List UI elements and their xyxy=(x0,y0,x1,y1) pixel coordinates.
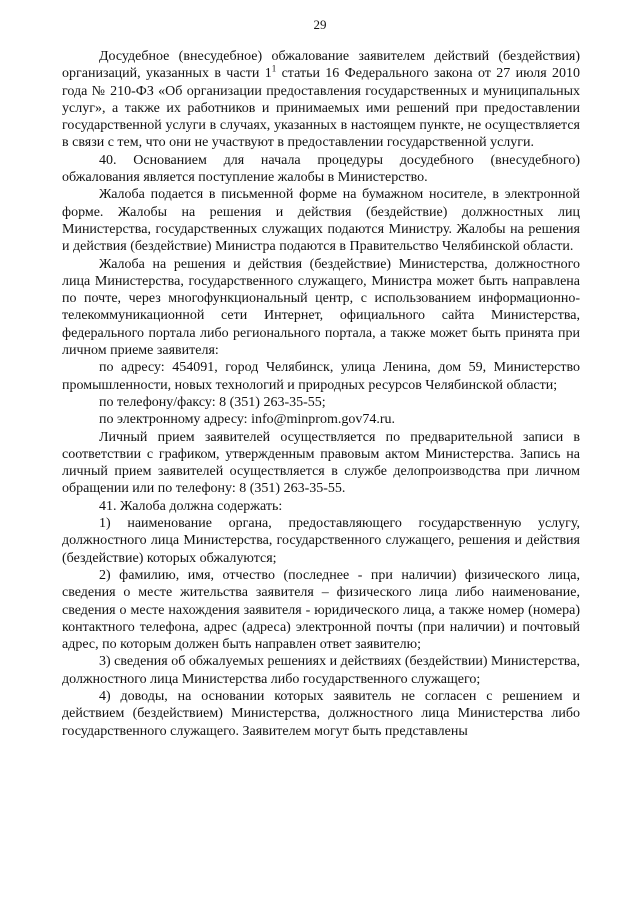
paragraph-item-41: 41. Жалоба должна содержать: xyxy=(99,498,283,514)
list-item-2: 2) фамилию, имя, отчество (последнее - при наличии) физического лица, сведения о месте жительства заявителя – физического лица либо наименование, сведения о месте нахождения заявителя - юридического лица, а также номер (номера) контактного телефона, адрес (адреса) электронной почты (при наличии) и почтовый адрес, по которым должен быть направлен ответ заявителю; xyxy=(62,567,580,653)
list-item-3: 3) сведения об обжалуемых решениях и действиях (бездействии) Министерства, должностного лица Министерства либо государственного служащего; xyxy=(62,654,580,687)
document-body xyxy=(62,48,580,740)
paragraph-item-40: 40. Основанием для начала процедуры досудебного (внесудебного) обжалования является поступление жалобы в Министерство. xyxy=(62,152,580,186)
paragraph-complaint-form: Жалоба подается в письменной форме на бумажном носителе, в электронной форме. Жалобы на решения и действия (бездействие) должностных лиц Министерства, государственных служащих подаются Министру. Жалобы на решения и действия (бездействие) Министра подаются в Правительство Челябинской области. xyxy=(62,187,580,255)
paragraph-postal-address: по адресу: 454091, город Челябинск, улица Ленина, дом 59, Министерство промышленности, новых технологий и природных ресурсов Челябинской области; xyxy=(62,360,580,393)
superscript-part-index: 1 xyxy=(271,63,277,74)
paragraph-phone-fax: по телефону/факсу: 8 (351) 263-35-55; xyxy=(99,394,326,410)
page-number: 29 xyxy=(313,17,327,32)
paragraph-complaint-channels: Жалоба на решения и действия (бездействие) Министерства, должностного лица Министерства, государственного служащего, Министра может быть направлена по почте, через многофункциональный центр, с использованием информационно-телекоммуникационной сети Интернет, официального сайта Министерства, федерального портала либо регионального портала, а также может быть принята при личном приеме заявителя: xyxy=(62,256,580,359)
list-item-4: 4) доводы, на основании которых заявитель не согласен с решением и действием (бездействием) Министерства, должностного лица Министерства либо государственного служащего. Заявителем могут быть представлены xyxy=(62,688,580,739)
list-item-1: 1) наименование органа, предоставляющего государственную услугу, должностного лица Министерства, государственного служащего, решения и действия (бездействие) которых обжалуются; xyxy=(62,516,580,566)
paragraph-email: по электронному адресу: info@minprom.gov74.ru. xyxy=(99,412,396,428)
paragraph-personal-reception: Личный прием заявителей осуществляется по предварительной записи в соответствии с графиком, утвержденным правовым актом Министерства. Запись на личный прием заявителей осуществляется в службе делопроизводства при личном обращении или по телефону: 8 (351) 263-35-55. xyxy=(62,429,580,497)
paragraph-pretrial-appeal: Досудебное (внесудебное) обжалование заявителем действий (бездействия) организаций, указанных в части $1^1$ статьи 16 Федерального закона от 27 июля 2010 года № 210-ФЗ «Об организации предоставления государственных и муниципальных услуг», а также их работников и принимаемых ими решений при предоставлении государственной услуги в случаях, указанных в настоящем пункте, не осуществляется в связи с тем, что они не участвуют в предоставлении государственной услуги. xyxy=(62,49,580,151)
